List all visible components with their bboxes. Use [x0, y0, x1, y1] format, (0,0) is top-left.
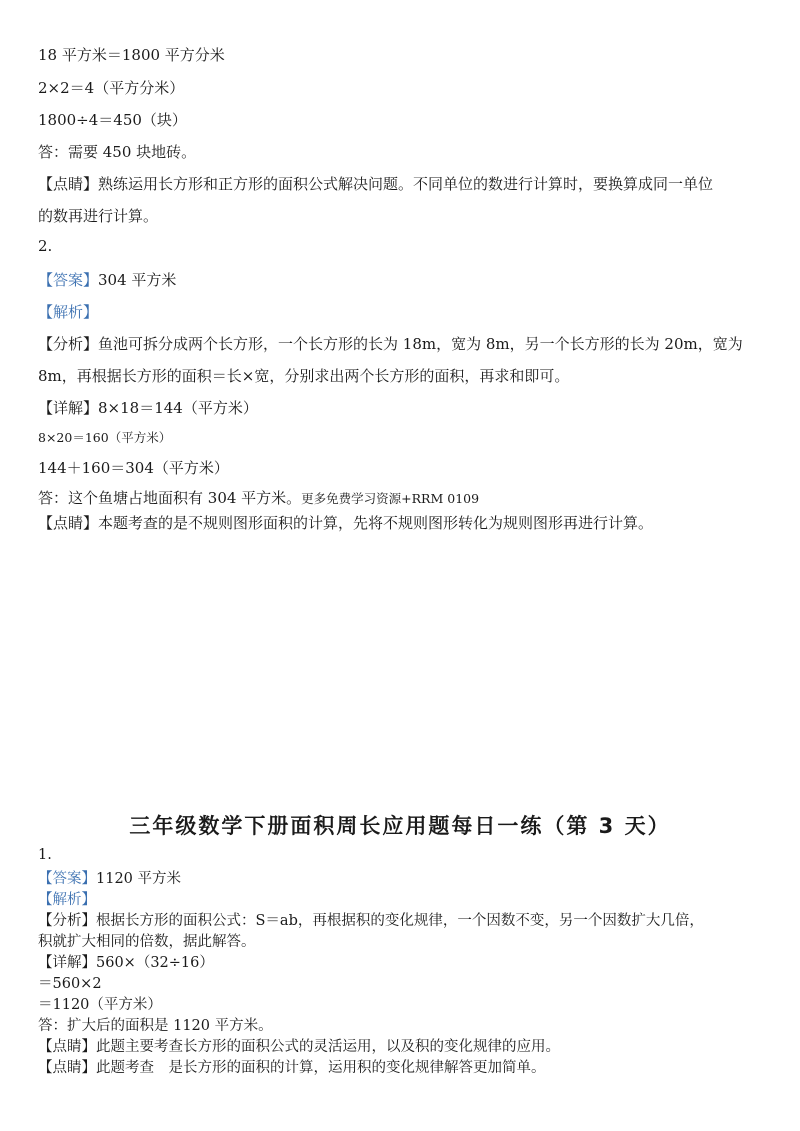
fenxi-line [38, 333, 743, 354]
calc-line: ＝1120（平方米） [38, 997, 162, 1013]
answer-line [38, 867, 181, 888]
xiangjie-text: 560×（32÷16） [96, 955, 214, 971]
answer-line [38, 269, 176, 290]
calc-line: 18 平方米＝1800 平方分米 [38, 46, 225, 64]
fenxi-line-cont: 积就扩大相同的倍数，据此解答。 [38, 934, 256, 950]
fenxi-tag: 【分析】 [38, 913, 96, 929]
question-number: 2. [38, 237, 53, 255]
answer-text: 1120 平方米 [96, 871, 182, 887]
answer-tag: 【答案】 [38, 271, 99, 289]
jiexi-tag: 【解析】 [38, 892, 96, 908]
xiangjie-line [38, 951, 214, 972]
page-title: 三年级数学下册面积周长应用题每日一练（第 3 天） [129, 814, 671, 838]
dianjing-text: 熟练运用长方形和正方形的面积公式解决问题。不同单位的数进行计算时，要换算成同一单位 [98, 175, 714, 193]
dianjing-text: 本题考查的是不规则图形面积的计算，先将不规则图形转化为规则图形再进行计算。 [98, 514, 654, 532]
dianjing-text: 此题主要考查长方形的面积公式的灵活运用，以及积的变化规律的应用。 [96, 1039, 560, 1055]
xiangjie-text: 8×18＝144（平方米） [98, 399, 258, 417]
conclusion-line [38, 487, 479, 508]
dianjing-tag: 【点睛】 [38, 514, 99, 532]
dianjing-tag: 【点睛】 [38, 1060, 96, 1076]
answer-tag: 【答案】 [38, 871, 96, 887]
fenxi-text: 鱼池可拆分成两个长方形，一个长方形的长为 18m，宽为 8m，另一个长方形的长为 20m，宽为 [98, 335, 743, 353]
answer-line: 答：需要 450 块地砖。 [38, 143, 197, 161]
dianjing-line [38, 173, 713, 194]
calc-line: 1800÷4＝450（块） [38, 111, 187, 129]
dianjing-tag: 【点睛】 [38, 1039, 96, 1055]
dianjing-tag: 【点睛】 [38, 175, 99, 193]
calc-line: 2×2＝4（平方分米） [38, 79, 185, 97]
dianjing-text: 此题考查 是长方形的面积的计算，运用积的变化规律解答更加简单。 [96, 1060, 546, 1076]
dianjing-line [38, 1056, 546, 1077]
conclusion-line: 答：扩大后的面积是 1120 平方米。 [38, 1018, 273, 1034]
conclusion-text: 答：这个鱼塘占地面积有 304 平方米。 [38, 489, 302, 507]
question-number: 1. [38, 847, 52, 863]
xiangjie-tag: 【详解】 [38, 955, 96, 971]
xiangjie-line [38, 397, 258, 418]
calc-line: ＝560×2 [38, 976, 102, 992]
calc-line: 8×20＝160（平方米） [38, 430, 172, 445]
fenxi-line-cont: 8m，再根据长方形的面积＝长×宽，分别求出两个长方形的面积，再求和即可。 [38, 367, 570, 385]
fenxi-tag: 【分析】 [38, 335, 99, 353]
dianjing-line [38, 512, 653, 533]
xiangjie-tag: 【详解】 [38, 399, 99, 417]
watermark-text: 更多免费学习资源+RRM 0109 [301, 491, 480, 506]
fenxi-text: 根据长方形的面积公式：S＝ab，再根据积的变化规律，一个因数不变，另一个因数扩大几倍， [96, 913, 704, 929]
fenxi-line [38, 909, 704, 930]
dianjing-line-cont: 的数再进行计算。 [38, 207, 159, 225]
jiexi-tag: 【解析】 [38, 303, 99, 321]
calc-line: 144＋160＝304（平方米） [38, 459, 229, 477]
answer-text: 304 平方米 [98, 271, 177, 289]
dianjing-line [38, 1035, 560, 1056]
